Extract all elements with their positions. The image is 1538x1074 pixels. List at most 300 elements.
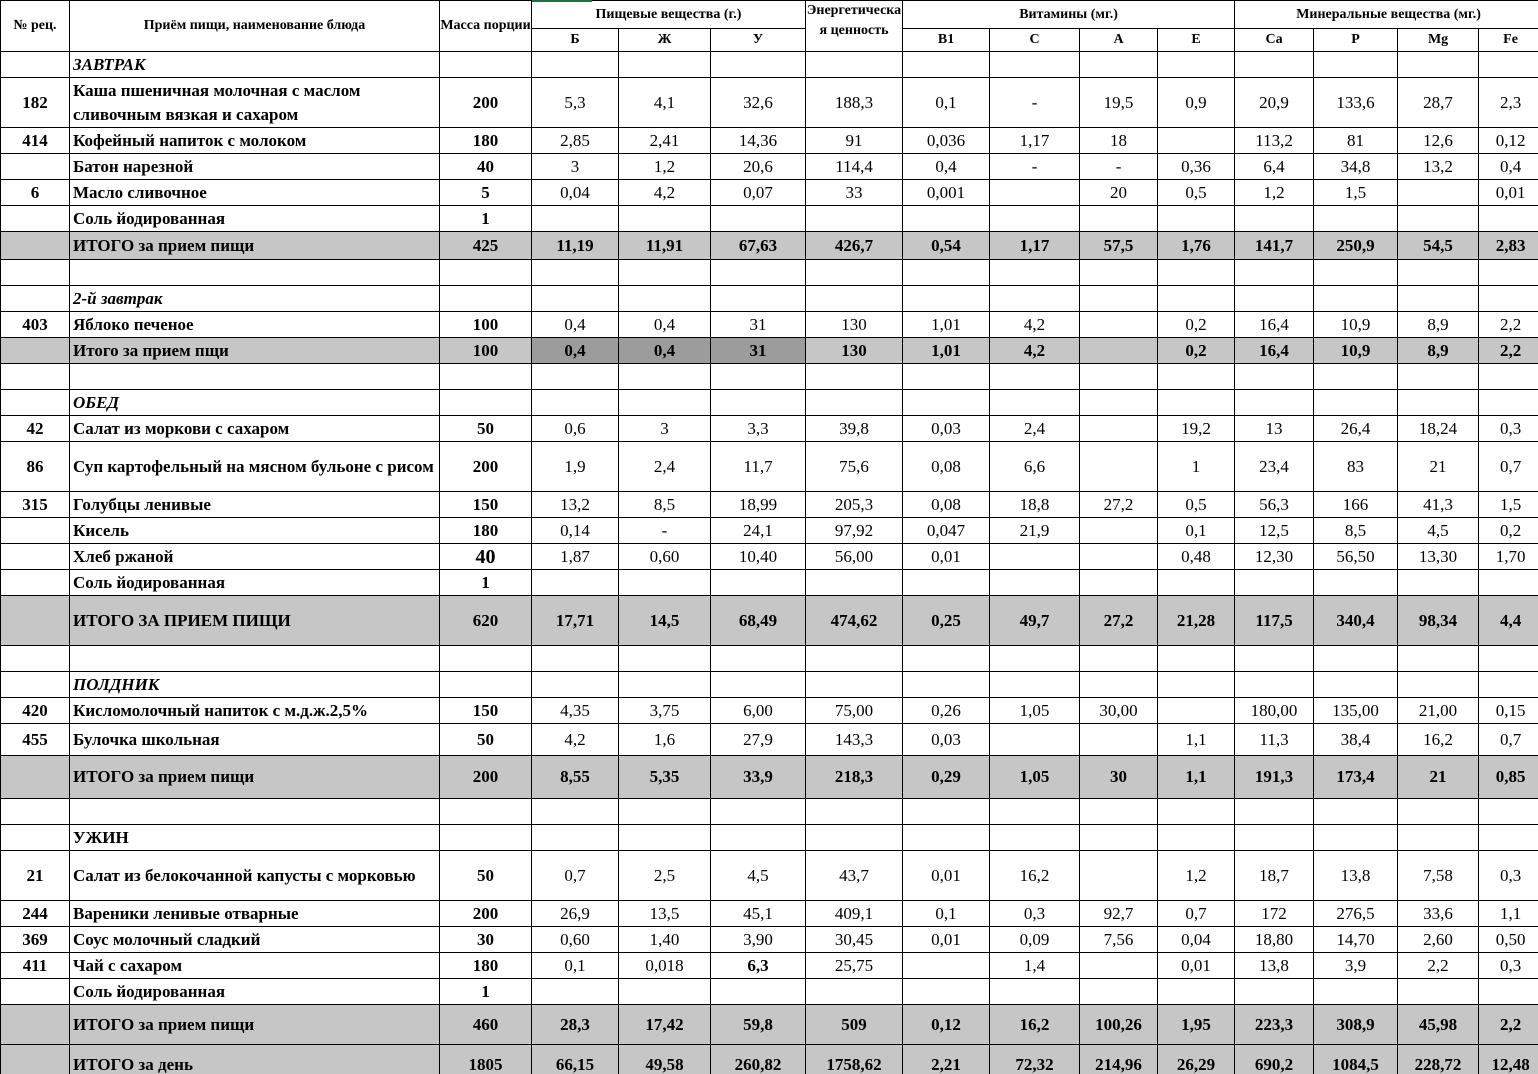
value-cell[interactable] (1158, 128, 1235, 154)
dish-name[interactable]: Булочка школьная (70, 724, 440, 756)
empty-cell[interactable] (532, 260, 619, 286)
recipe-number[interactable]: 369 (1, 927, 70, 953)
empty-cell[interactable] (1479, 364, 1538, 390)
total-value[interactable]: 0,25 (903, 596, 990, 646)
total-value[interactable]: 1,76 (1158, 232, 1235, 260)
value-cell[interactable]: 1,17 (990, 128, 1080, 154)
empty-cell[interactable] (711, 364, 806, 390)
portion-mass[interactable]: 1 (440, 570, 532, 596)
value-cell[interactable]: 0,4 (532, 312, 619, 338)
empty-cell[interactable] (440, 286, 532, 312)
value-cell[interactable]: 0,08 (903, 492, 990, 518)
portion-mass[interactable]: 50 (440, 851, 532, 901)
empty-cell[interactable] (711, 825, 806, 851)
value-cell[interactable]: 2,2 (1479, 312, 1538, 338)
total-value[interactable]: 4,4 (1479, 596, 1538, 646)
value-cell[interactable]: 143,3 (806, 724, 903, 756)
empty-cell[interactable] (1, 390, 70, 416)
empty-cell[interactable] (1080, 672, 1158, 698)
value-cell[interactable]: 0,09 (990, 927, 1080, 953)
value-cell[interactable]: 91 (806, 128, 903, 154)
value-cell[interactable] (532, 570, 619, 596)
empty-cell[interactable] (619, 286, 711, 312)
value-cell[interactable] (1080, 416, 1158, 442)
value-cell[interactable]: 4,1 (619, 78, 711, 128)
value-cell[interactable]: 11,7 (711, 442, 806, 492)
total-value[interactable]: 98,34 (1398, 596, 1479, 646)
total-value[interactable]: 4,2 (990, 338, 1080, 364)
value-cell[interactable]: 0,03 (903, 724, 990, 756)
value-cell[interactable]: 4,2 (990, 312, 1080, 338)
empty-cell[interactable] (1398, 390, 1479, 416)
value-cell[interactable]: 97,92 (806, 518, 903, 544)
portion-mass[interactable]: 200 (440, 901, 532, 927)
value-cell[interactable]: 25,75 (806, 953, 903, 979)
value-cell[interactable]: 18,24 (1398, 416, 1479, 442)
recipe-number[interactable] (1, 154, 70, 180)
day-total-value[interactable]: 2,21 (903, 1045, 990, 1074)
empty-cell[interactable] (1314, 390, 1398, 416)
value-cell[interactable]: 3 (619, 416, 711, 442)
empty-cell[interactable] (619, 260, 711, 286)
dish-name[interactable]: Суп картофельный на мясном бульоне с рисом (70, 442, 440, 492)
day-total-value[interactable]: 72,32 (990, 1045, 1080, 1074)
value-cell[interactable]: 27,2 (1080, 492, 1158, 518)
value-cell[interactable]: 0,26 (903, 698, 990, 724)
value-cell[interactable]: 0,7 (1479, 442, 1538, 492)
value-cell[interactable] (990, 979, 1080, 1005)
value-cell[interactable] (990, 544, 1080, 570)
value-cell[interactable]: 1,5 (1479, 492, 1538, 518)
value-cell[interactable]: 0,01 (903, 851, 990, 901)
empty-cell[interactable] (440, 260, 532, 286)
empty-cell[interactable] (1, 672, 70, 698)
value-cell[interactable]: 26,9 (532, 901, 619, 927)
empty-cell[interactable] (711, 672, 806, 698)
value-cell[interactable] (1080, 544, 1158, 570)
value-cell[interactable]: 20 (1080, 180, 1158, 206)
recipe-number[interactable]: 455 (1, 724, 70, 756)
value-cell[interactable]: 18,8 (990, 492, 1080, 518)
empty-cell[interactable] (1314, 52, 1398, 78)
empty-cell[interactable] (1314, 672, 1398, 698)
empty-cell[interactable] (1235, 825, 1314, 851)
empty-cell[interactable] (1158, 646, 1235, 672)
value-cell[interactable]: 1,1 (1158, 724, 1235, 756)
recipe-number[interactable] (1, 544, 70, 570)
total-value[interactable]: 173,4 (1314, 756, 1398, 799)
header-meal-dish[interactable]: Приём пищи, наименование блюда (70, 1, 440, 52)
empty-cell[interactable] (806, 646, 903, 672)
empty-cell[interactable] (1479, 799, 1538, 825)
dish-name[interactable]: Каша пшеничная молочная с маслом сливочным вязкая и сахаром (70, 78, 440, 128)
header-nutrients-group[interactable]: Пищевые вещества (г.) (532, 1, 806, 29)
value-cell[interactable]: 56,00 (806, 544, 903, 570)
empty-cell[interactable] (1080, 390, 1158, 416)
empty-cell[interactable] (532, 52, 619, 78)
value-cell[interactable]: 7,56 (1080, 927, 1158, 953)
value-cell[interactable]: 83 (1314, 442, 1398, 492)
value-cell[interactable]: 34,8 (1314, 154, 1398, 180)
empty-cell[interactable] (1, 825, 70, 851)
value-cell[interactable]: 0,4 (903, 154, 990, 180)
value-cell[interactable]: 1,4 (990, 953, 1080, 979)
value-cell[interactable]: 2,5 (619, 851, 711, 901)
value-cell[interactable] (1235, 570, 1314, 596)
value-cell[interactable] (1080, 206, 1158, 232)
value-cell[interactable]: 2,2 (1398, 953, 1479, 979)
value-cell[interactable]: - (1080, 154, 1158, 180)
value-cell[interactable]: 18,7 (1235, 851, 1314, 901)
value-cell[interactable]: 172 (1235, 901, 1314, 927)
empty-cell[interactable] (532, 390, 619, 416)
empty-cell[interactable] (1479, 52, 1538, 78)
total-value[interactable]: 16,4 (1235, 338, 1314, 364)
empty-cell[interactable] (1398, 646, 1479, 672)
empty-cell[interactable] (806, 286, 903, 312)
total-value[interactable]: 0,4 (619, 338, 711, 364)
dish-name[interactable]: Салат из белокочанной капусты с морковью (70, 851, 440, 901)
empty-cell[interactable] (990, 286, 1080, 312)
value-cell[interactable]: 0,60 (532, 927, 619, 953)
empty-cell[interactable] (903, 390, 990, 416)
empty-cell[interactable] (1314, 646, 1398, 672)
total-value[interactable]: 308,9 (1314, 1005, 1398, 1045)
day-total-mass[interactable]: 1805 (440, 1045, 532, 1074)
value-cell[interactable] (1080, 442, 1158, 492)
value-cell[interactable]: 0,5 (1158, 492, 1235, 518)
empty-cell[interactable] (1, 756, 70, 799)
value-cell[interactable]: 8,5 (1314, 518, 1398, 544)
value-cell[interactable]: 1,1 (1479, 901, 1538, 927)
value-cell[interactable]: 2,60 (1398, 927, 1479, 953)
value-cell[interactable] (619, 570, 711, 596)
empty-cell[interactable] (1080, 286, 1158, 312)
value-cell[interactable] (1314, 206, 1398, 232)
empty-cell[interactable] (619, 646, 711, 672)
total-value[interactable]: 218,3 (806, 756, 903, 799)
value-cell[interactable]: 0,018 (619, 953, 711, 979)
empty-cell[interactable] (1398, 52, 1479, 78)
value-cell[interactable]: 26,4 (1314, 416, 1398, 442)
dish-name[interactable]: Салат из моркови с сахаром (70, 416, 440, 442)
empty-cell[interactable] (1479, 286, 1538, 312)
total-value[interactable]: 141,7 (1235, 232, 1314, 260)
value-cell[interactable]: - (990, 78, 1080, 128)
value-cell[interactable]: 0,36 (1158, 154, 1235, 180)
value-cell[interactable]: 0,4 (1479, 154, 1538, 180)
recipe-number[interactable]: 182 (1, 78, 70, 128)
empty-cell[interactable] (619, 364, 711, 390)
total-mass[interactable]: 620 (440, 596, 532, 646)
empty-cell[interactable] (903, 672, 990, 698)
value-cell[interactable]: 45,1 (711, 901, 806, 927)
empty-cell[interactable] (711, 646, 806, 672)
empty-cell[interactable] (1, 364, 70, 390)
value-cell[interactable]: 56,50 (1314, 544, 1398, 570)
recipe-number[interactable]: 21 (1, 851, 70, 901)
value-cell[interactable]: 39,8 (806, 416, 903, 442)
empty-cell[interactable] (440, 799, 532, 825)
total-value[interactable]: 59,8 (711, 1005, 806, 1045)
value-cell[interactable]: 2,41 (619, 128, 711, 154)
value-cell[interactable]: 19,2 (1158, 416, 1235, 442)
value-cell[interactable]: 41,3 (1398, 492, 1479, 518)
value-cell[interactable]: 0,2 (1158, 312, 1235, 338)
value-cell[interactable]: 0,48 (1158, 544, 1235, 570)
portion-mass[interactable]: 40 (440, 154, 532, 180)
empty-cell[interactable] (1398, 364, 1479, 390)
empty-cell[interactable] (806, 672, 903, 698)
value-cell[interactable]: 18,99 (711, 492, 806, 518)
empty-cell[interactable] (1235, 52, 1314, 78)
empty-cell[interactable] (1080, 799, 1158, 825)
value-cell[interactable]: 0,3 (1479, 416, 1538, 442)
value-cell[interactable] (1080, 518, 1158, 544)
value-cell[interactable]: 14,70 (1314, 927, 1398, 953)
empty-cell[interactable] (1235, 672, 1314, 698)
total-value[interactable]: 0,4 (532, 338, 619, 364)
empty-cell[interactable] (440, 825, 532, 851)
total-value[interactable]: 31 (711, 338, 806, 364)
empty-cell[interactable] (1080, 646, 1158, 672)
value-cell[interactable]: 18,80 (1235, 927, 1314, 953)
empty-cell[interactable] (1158, 52, 1235, 78)
value-cell[interactable]: 10,9 (1314, 312, 1398, 338)
empty-cell[interactable] (1080, 364, 1158, 390)
portion-mass[interactable]: 180 (440, 518, 532, 544)
value-cell[interactable] (1080, 570, 1158, 596)
empty-cell[interactable] (619, 390, 711, 416)
empty-cell[interactable] (806, 799, 903, 825)
empty-cell[interactable] (1398, 672, 1479, 698)
recipe-number[interactable]: 42 (1, 416, 70, 442)
empty-cell[interactable] (1, 260, 70, 286)
dish-name[interactable]: Чай с сахаром (70, 953, 440, 979)
recipe-number[interactable]: 6 (1, 180, 70, 206)
recipe-number[interactable] (1, 570, 70, 596)
value-cell[interactable] (1398, 180, 1479, 206)
value-cell[interactable] (1080, 724, 1158, 756)
header-col-6[interactable]: E (1158, 29, 1235, 52)
total-value[interactable]: 30 (1080, 756, 1158, 799)
empty-cell[interactable] (1235, 286, 1314, 312)
value-cell[interactable]: 0,036 (903, 128, 990, 154)
empty-cell[interactable] (1398, 825, 1479, 851)
recipe-number[interactable]: 420 (1, 698, 70, 724)
value-cell[interactable]: 11,3 (1235, 724, 1314, 756)
value-cell[interactable] (1158, 206, 1235, 232)
total-value[interactable]: 2,83 (1479, 232, 1538, 260)
recipe-number[interactable] (1, 518, 70, 544)
value-cell[interactable]: 0,01 (903, 927, 990, 953)
portion-mass[interactable]: 180 (440, 953, 532, 979)
value-cell[interactable]: 8,9 (1398, 312, 1479, 338)
value-cell[interactable] (1479, 570, 1538, 596)
value-cell[interactable]: 6,00 (711, 698, 806, 724)
value-cell[interactable]: 24,1 (711, 518, 806, 544)
empty-cell[interactable] (1080, 52, 1158, 78)
total-value[interactable]: 49,7 (990, 596, 1080, 646)
total-value[interactable]: 8,55 (532, 756, 619, 799)
total-value[interactable]: 8,9 (1398, 338, 1479, 364)
value-cell[interactable] (1158, 979, 1235, 1005)
value-cell[interactable]: 1,70 (1479, 544, 1538, 570)
value-cell[interactable]: 3,9 (1314, 953, 1398, 979)
value-cell[interactable] (903, 979, 990, 1005)
portion-mass[interactable]: 5 (440, 180, 532, 206)
value-cell[interactable]: 13,2 (1398, 154, 1479, 180)
value-cell[interactable]: 30,45 (806, 927, 903, 953)
portion-mass[interactable]: 100 (440, 312, 532, 338)
value-cell[interactable] (1398, 570, 1479, 596)
total-value[interactable]: 1,17 (990, 232, 1080, 260)
value-cell[interactable]: 7,58 (1398, 851, 1479, 901)
empty-cell[interactable] (990, 390, 1080, 416)
header-minerals-group[interactable]: Минеральные вещества (мг.) (1235, 1, 1538, 29)
value-cell[interactable]: 33 (806, 180, 903, 206)
empty-cell[interactable] (440, 672, 532, 698)
value-cell[interactable]: 20,9 (1235, 78, 1314, 128)
total-value[interactable]: 1,05 (990, 756, 1080, 799)
section-title[interactable]: 2-й завтрак (70, 286, 440, 312)
value-cell[interactable]: 28,7 (1398, 78, 1479, 128)
empty-cell[interactable] (532, 364, 619, 390)
value-cell[interactable]: 1,01 (903, 312, 990, 338)
empty-cell[interactable] (440, 646, 532, 672)
value-cell[interactable] (806, 979, 903, 1005)
value-cell[interactable]: 13 (1235, 416, 1314, 442)
empty-cell[interactable] (532, 799, 619, 825)
total-mass[interactable]: 100 (440, 338, 532, 364)
recipe-number[interactable]: 244 (1, 901, 70, 927)
header-col-2[interactable]: У (711, 29, 806, 52)
empty-cell[interactable] (990, 52, 1080, 78)
dish-name[interactable]: Соль йодированная (70, 206, 440, 232)
total-value[interactable] (1080, 338, 1158, 364)
total-value[interactable]: 0,29 (903, 756, 990, 799)
value-cell[interactable] (1235, 979, 1314, 1005)
total-label[interactable]: ИТОГО ЗА ПРИЕМ ПИЩИ (70, 596, 440, 646)
value-cell[interactable]: 16,2 (990, 851, 1080, 901)
value-cell[interactable] (1158, 570, 1235, 596)
value-cell[interactable]: 92,7 (1080, 901, 1158, 927)
empty-cell[interactable] (711, 799, 806, 825)
value-cell[interactable]: 409,1 (806, 901, 903, 927)
dish-name[interactable]: Соль йодированная (70, 979, 440, 1005)
empty-cell[interactable] (903, 825, 990, 851)
total-value[interactable]: 21,28 (1158, 596, 1235, 646)
dish-name[interactable]: Вареники ленивые отварные (70, 901, 440, 927)
total-value[interactable]: 68,49 (711, 596, 806, 646)
value-cell[interactable]: 3 (532, 154, 619, 180)
recipe-number[interactable]: 411 (1, 953, 70, 979)
value-cell[interactable]: 2,4 (990, 416, 1080, 442)
value-cell[interactable]: 135,00 (1314, 698, 1398, 724)
recipe-number[interactable]: 403 (1, 312, 70, 338)
empty-cell[interactable] (1235, 364, 1314, 390)
total-value[interactable]: 474,62 (806, 596, 903, 646)
value-cell[interactable] (1314, 979, 1398, 1005)
value-cell[interactable] (1080, 851, 1158, 901)
empty-cell[interactable] (1235, 799, 1314, 825)
value-cell[interactable] (1398, 979, 1479, 1005)
total-value[interactable]: 1,95 (1158, 1005, 1235, 1045)
value-cell[interactable] (806, 570, 903, 596)
empty-cell[interactable] (1080, 825, 1158, 851)
value-cell[interactable]: 6,4 (1235, 154, 1314, 180)
total-value[interactable]: 426,7 (806, 232, 903, 260)
day-total-value[interactable]: 49,58 (619, 1045, 711, 1074)
empty-cell[interactable] (711, 286, 806, 312)
value-cell[interactable]: 0,2 (1479, 518, 1538, 544)
value-cell[interactable]: - (619, 518, 711, 544)
total-value[interactable]: 14,5 (619, 596, 711, 646)
empty-cell[interactable] (1314, 799, 1398, 825)
value-cell[interactable]: 166 (1314, 492, 1398, 518)
portion-mass[interactable]: 50 (440, 416, 532, 442)
empty-cell[interactable] (1158, 364, 1235, 390)
empty-cell[interactable] (711, 52, 806, 78)
value-cell[interactable]: 33,6 (1398, 901, 1479, 927)
value-cell[interactable]: 38,4 (1314, 724, 1398, 756)
empty-cell[interactable] (619, 825, 711, 851)
total-value[interactable]: 45,98 (1398, 1005, 1479, 1045)
header-col-3[interactable]: B1 (903, 29, 990, 52)
header-col-5[interactable]: A (1080, 29, 1158, 52)
value-cell[interactable]: 20,6 (711, 154, 806, 180)
total-value[interactable]: 10,9 (1314, 338, 1398, 364)
total-label[interactable]: ИТОГО за прием пищи (70, 756, 440, 799)
value-cell[interactable]: 4,2 (532, 724, 619, 756)
recipe-number[interactable]: 315 (1, 492, 70, 518)
total-value[interactable]: 0,2 (1158, 338, 1235, 364)
value-cell[interactable] (1158, 698, 1235, 724)
empty-cell[interactable] (1080, 260, 1158, 286)
empty-cell[interactable] (1, 1045, 70, 1074)
value-cell[interactable]: 0,15 (1479, 698, 1538, 724)
dish-name[interactable]: Кисломолочный напиток с м.д.ж.2,5% (70, 698, 440, 724)
empty-cell[interactable] (1314, 260, 1398, 286)
section-title[interactable]: ПОЛДНИК (70, 672, 440, 698)
value-cell[interactable]: 130 (806, 312, 903, 338)
empty-cell[interactable] (619, 52, 711, 78)
total-mass[interactable]: 200 (440, 756, 532, 799)
value-cell[interactable]: 2,4 (619, 442, 711, 492)
header-col-8[interactable]: P (1314, 29, 1398, 52)
value-cell[interactable] (990, 724, 1080, 756)
value-cell[interactable]: 3,75 (619, 698, 711, 724)
total-value[interactable]: 223,3 (1235, 1005, 1314, 1045)
header-portion-mass[interactable]: Масса порции (440, 1, 532, 52)
total-value[interactable]: 100,26 (1080, 1005, 1158, 1045)
value-cell[interactable]: 30,00 (1080, 698, 1158, 724)
value-cell[interactable]: 13,5 (619, 901, 711, 927)
empty-cell[interactable] (903, 286, 990, 312)
value-cell[interactable]: 0,1 (532, 953, 619, 979)
value-cell[interactable]: 0,9 (1158, 78, 1235, 128)
value-cell[interactable] (903, 570, 990, 596)
section-title[interactable]: УЖИН (70, 825, 440, 851)
empty-cell[interactable] (532, 825, 619, 851)
value-cell[interactable]: 0,001 (903, 180, 990, 206)
header-col-4[interactable]: C (990, 29, 1080, 52)
value-cell[interactable]: 0,047 (903, 518, 990, 544)
empty-cell[interactable] (990, 364, 1080, 390)
empty-cell[interactable] (70, 260, 440, 286)
header-col-9[interactable]: Mg (1398, 29, 1479, 52)
total-label[interactable]: ИТОГО за прием пищи (70, 1005, 440, 1045)
